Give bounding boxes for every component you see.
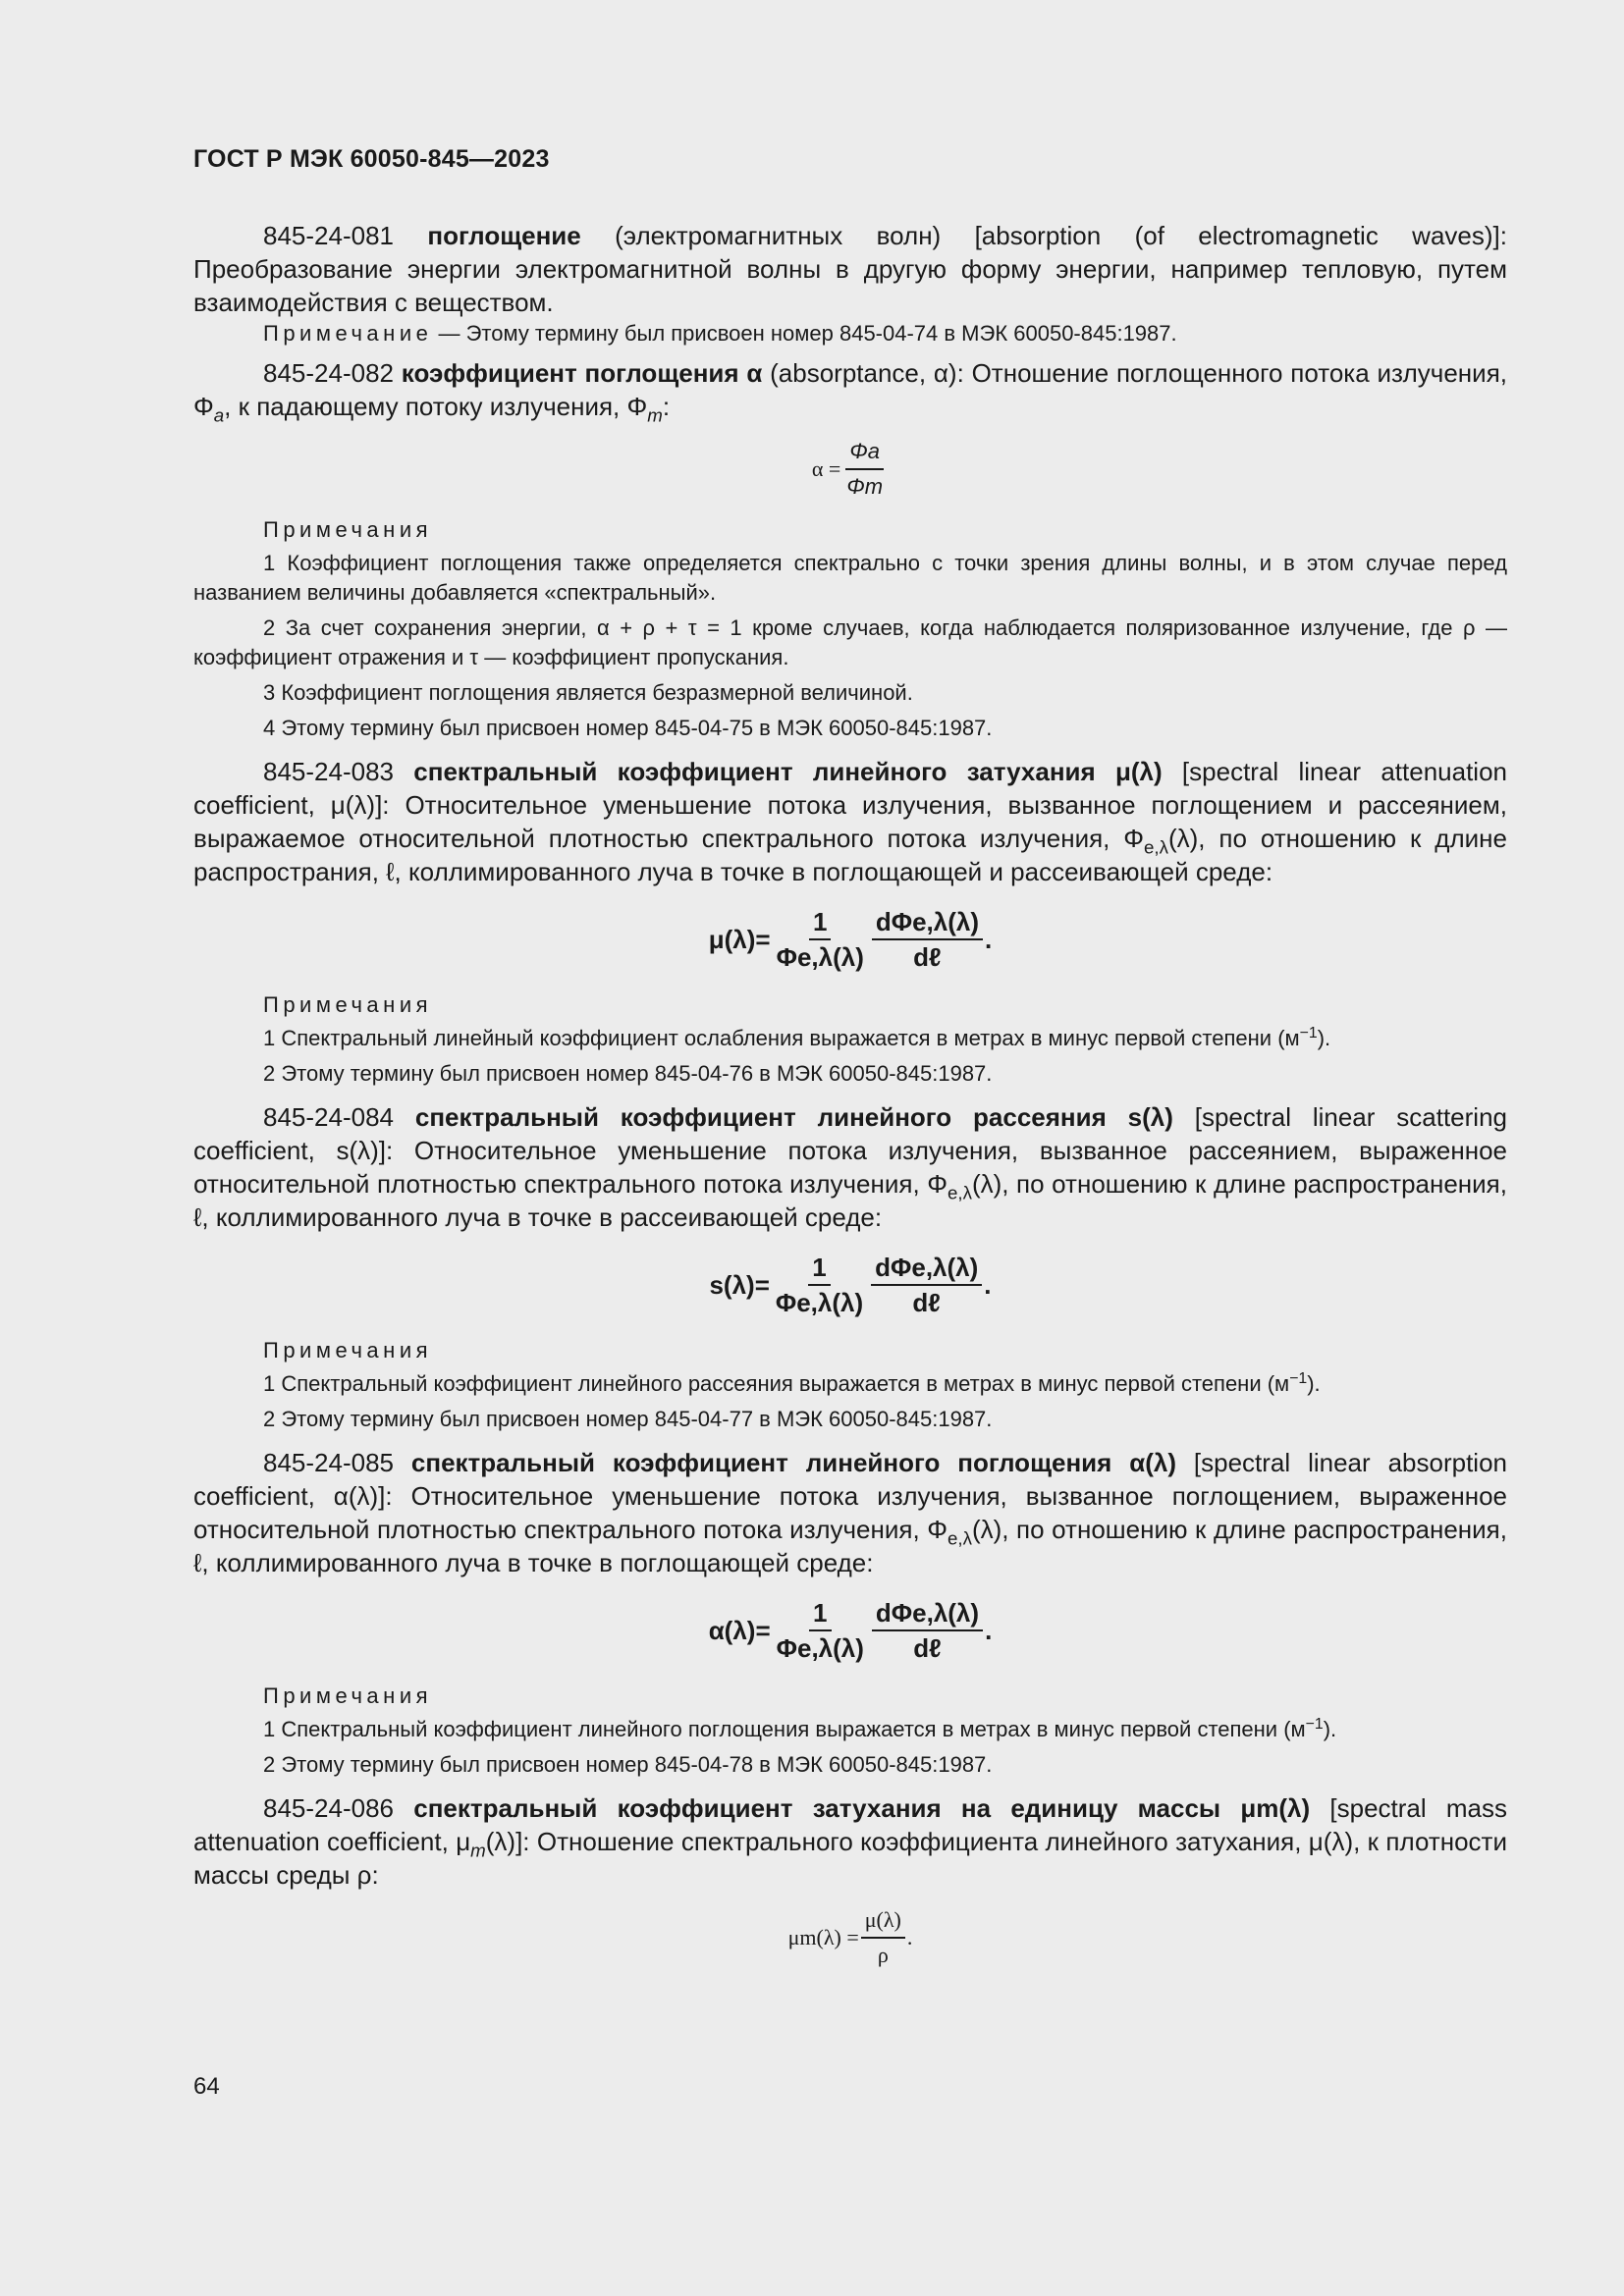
definition-part: [spectral linear attenuation coefficient, μ(λ)]: Относительное уменьшение потока излучения, вызванное поглощением и рассеянием, выражаемое относительной плотностью спектрального потока излучения, Φ	[193, 757, 1507, 853]
formula-denominator: dℓ	[912, 1288, 942, 1317]
formula-denominator: Φe,λ(λ)	[776, 942, 864, 972]
formula-numerator: dΦe,λ(λ)	[872, 1598, 983, 1631]
note-text: 1 Спектральный линейный коэффициент ослабления выражается в метрах в минус первой степени (м	[263, 1026, 1300, 1050]
formula-fraction	[872, 907, 983, 972]
definition-part: [spectral linear absorption coefficient, α(λ)]: Относительное уменьшение потока излучения, вызванное поглощением, выраженное относительной плотностью спектрального потока излучения, Φ	[193, 1448, 1507, 1544]
formula-fraction	[773, 907, 868, 972]
formula-numerator: 1	[809, 907, 831, 940]
subscript: m	[470, 1840, 486, 1861]
definition-part: (λ), по отношению к длине распространения, ℓ, коллимированного луча в точке в поглощающей среде:	[193, 1515, 1507, 1577]
term: спектральный коэффициент линейного рассеяния s(λ)	[414, 1102, 1173, 1132]
formula-numerator: μ(λ)	[861, 1905, 905, 1939]
note-item: 3 Коэффициент поглощения является безразмерной величиной.	[263, 680, 913, 705]
definition-part: :	[662, 392, 671, 421]
note-item	[193, 1369, 1507, 1399]
entry-845-24-084	[193, 1100, 1507, 1234]
note-label: Примечание	[263, 321, 433, 346]
term: спектральный коэффициент затухания на единицу массы μm(λ)	[413, 1793, 1311, 1823]
formula-fraction	[772, 1253, 867, 1317]
entry-number: 845-24-084	[263, 1102, 394, 1132]
note-text: 1 Спектральный коэффициент линейного поглощения выражается в метрах в минус первой степени (м	[263, 1717, 1306, 1741]
formula-lhs: s(λ)=	[709, 1269, 770, 1300]
notes-label: Примечания	[263, 992, 433, 1017]
subscript: e,λ	[947, 1182, 972, 1203]
entry-845-24-081	[193, 219, 1507, 319]
formula-fraction	[871, 1253, 982, 1317]
superscript: −1	[1299, 1025, 1318, 1042]
formula-mu: μ(λ)= $\frac{1}{\Phi e,\lambda(\lambda)}$ $\frac{\text{dΦe,λ(λ)}}{\text{dℓ}}$ .	[708, 907, 993, 972]
formula-numerator: 1	[809, 1598, 831, 1631]
entry-number: 845-24-086	[263, 1793, 394, 1823]
note-item: 1 Коэффициент поглощения также определяется спектрально с точки зрения длины волны, и в этом случае перед названием величины добавляется «спектральный».	[193, 551, 1507, 605]
formula-numerator: dΦe,λ(λ)	[871, 1253, 982, 1286]
formula-lhs: α(λ)=	[708, 1615, 771, 1645]
definition-part: [spectral mass attenuation coefficient, μ	[193, 1793, 1508, 1856]
formula-denominator: Φm	[846, 474, 884, 499]
formula-fraction	[872, 1598, 983, 1663]
note-item	[193, 1024, 1507, 1053]
note-text: — Этому термину был присвоен номер 845-04-74 в МЭК 60050-845:1987.	[432, 321, 1177, 346]
term: спектральный коэффициент линейного затухания μ(λ)	[413, 757, 1163, 786]
note	[193, 319, 1507, 348]
formula-denominator: ρ	[877, 1943, 889, 1967]
definition-part: (λ), по отношению к длине распространия, ℓ, коллимированного луча в точке в поглощающей и рассеивающей среде:	[193, 824, 1507, 886]
page-number: 64	[193, 2073, 220, 2100]
note-item: 2 Этому термину был присвоен номер 845-04-76 в МЭК 60050-845:1987.	[263, 1061, 993, 1086]
entry-845-24-083	[193, 755, 1507, 888]
formula-numerator: 1	[808, 1253, 830, 1286]
formula-fraction	[861, 1905, 905, 1970]
entry-845-24-085	[193, 1446, 1507, 1579]
entry-845-24-082	[193, 356, 1507, 426]
note-item: 2 Этому термину был присвоен номер 845-04-77 в МЭК 60050-845:1987.	[263, 1407, 993, 1431]
formula-fraction	[773, 1598, 868, 1663]
subscript: m	[647, 404, 663, 426]
formula-absorptance	[193, 435, 1507, 504]
formula-lhs: μ(λ)=	[708, 924, 771, 954]
note-item	[193, 1715, 1507, 1744]
formula-denominator: dℓ	[913, 1633, 942, 1663]
entry-number: 845-24-085	[263, 1448, 394, 1477]
subscript: e,λ	[947, 1527, 972, 1549]
note-text: ).	[1307, 1371, 1321, 1396]
superscript: −1	[1305, 1716, 1324, 1734]
definition-part: , к падающему потоку излучения, Φ	[224, 392, 648, 421]
note-item: 4 Этому термину был присвоен номер 845-04-75 в МЭК 60050-845:1987.	[263, 716, 993, 740]
formula-numerator: dΦe,λ(λ)	[872, 907, 983, 940]
entry-number: 845-24-082	[263, 358, 394, 388]
definition-part: (λ)]: Отношение спектрального коэффициента линейного затухания, μ(λ), к плотности массы среды ρ:	[193, 1827, 1507, 1890]
formula-alpha: α(λ)= $\frac{1}{\Phi e,\lambda(\lambda)}$ $\frac{\text{dΦe,λ(λ)}}{\text{dℓ}}$ .	[708, 1598, 993, 1663]
formula-lhs: μm(λ) =	[787, 1925, 859, 1949]
term: коэффициент поглощения α	[401, 358, 763, 388]
formula-numerator: Φa	[845, 437, 884, 470]
document-header: ГОСТ Р МЭК 60050-845—2023	[193, 145, 550, 173]
note-item: 2 Этому термину был присвоен номер 845-04-78 в МЭК 60050-845:1987.	[263, 1752, 993, 1777]
entry-number: 845-24-081	[263, 221, 394, 250]
subscript: e,λ	[1144, 836, 1168, 858]
entry-number: 845-24-083	[263, 757, 394, 786]
page-content	[193, 145, 1507, 1982]
entry-845-24-086	[193, 1791, 1507, 1892]
notes-label: Примечания	[263, 1683, 433, 1708]
note-item: 2 За счет сохранения энергии, α + ρ + τ = 1 кроме случаев, когда наблюдается поляризованное излучение, где ρ — коэффициент отражения и τ — коэффициент пропускания.	[193, 615, 1507, 669]
definition-part: (absorptance, α): Отношение поглощенного потока излучения, Φ	[193, 358, 1507, 421]
note-text: 1 Спектральный коэффициент линейного рассеяния выражается в метрах в минус первой степени (м	[263, 1371, 1290, 1396]
formula-denominator: dℓ	[913, 942, 942, 972]
term: спектральный коэффициент линейного поглощения α(λ)	[410, 1448, 1176, 1477]
definition-part: [spectral linear scattering coefficient, s(λ)]: Относительное уменьшение потока излучения, вызванное рассеянием, выраженное относительной плотностью спектрального потока излучения, Φ	[193, 1102, 1507, 1199]
formula-lhs: α =	[811, 456, 841, 481]
subscript: a	[213, 404, 225, 426]
notes-label: Примечания	[263, 517, 433, 542]
term: поглощение	[427, 221, 581, 250]
notes-label: Примечания	[263, 1338, 433, 1362]
formula-mu-m: μm(λ) = $\frac{\mu(\lambda)}{\rho}$ .	[193, 1903, 1507, 1972]
definition: (электромагнитных волн) [absorption (of electromagnetic waves)]: Преобразование энергии электромагнитной волны в другую форму энергии, например тепловую, путем взаимодействия с веществом.	[193, 221, 1507, 317]
note-text: ).	[1317, 1026, 1331, 1050]
note-text: ).	[1323, 1717, 1337, 1741]
superscript: −1	[1289, 1370, 1308, 1388]
formula-denominator: Φe,λ(λ)	[776, 1633, 864, 1663]
formula-fraction	[842, 437, 887, 502]
formula-denominator: Φe,λ(λ)	[775, 1288, 864, 1317]
formula-s: s(λ)= $\frac{1}{\Phi e,\lambda(\lambda)}$ $\frac{\text{dΦe,λ(λ)}}{\text{dℓ}}$ .	[709, 1253, 992, 1317]
definition-part: (λ), по отношению к длине распространения, ℓ, коллимированного луча в точке в рассеивающей среде:	[193, 1169, 1507, 1232]
